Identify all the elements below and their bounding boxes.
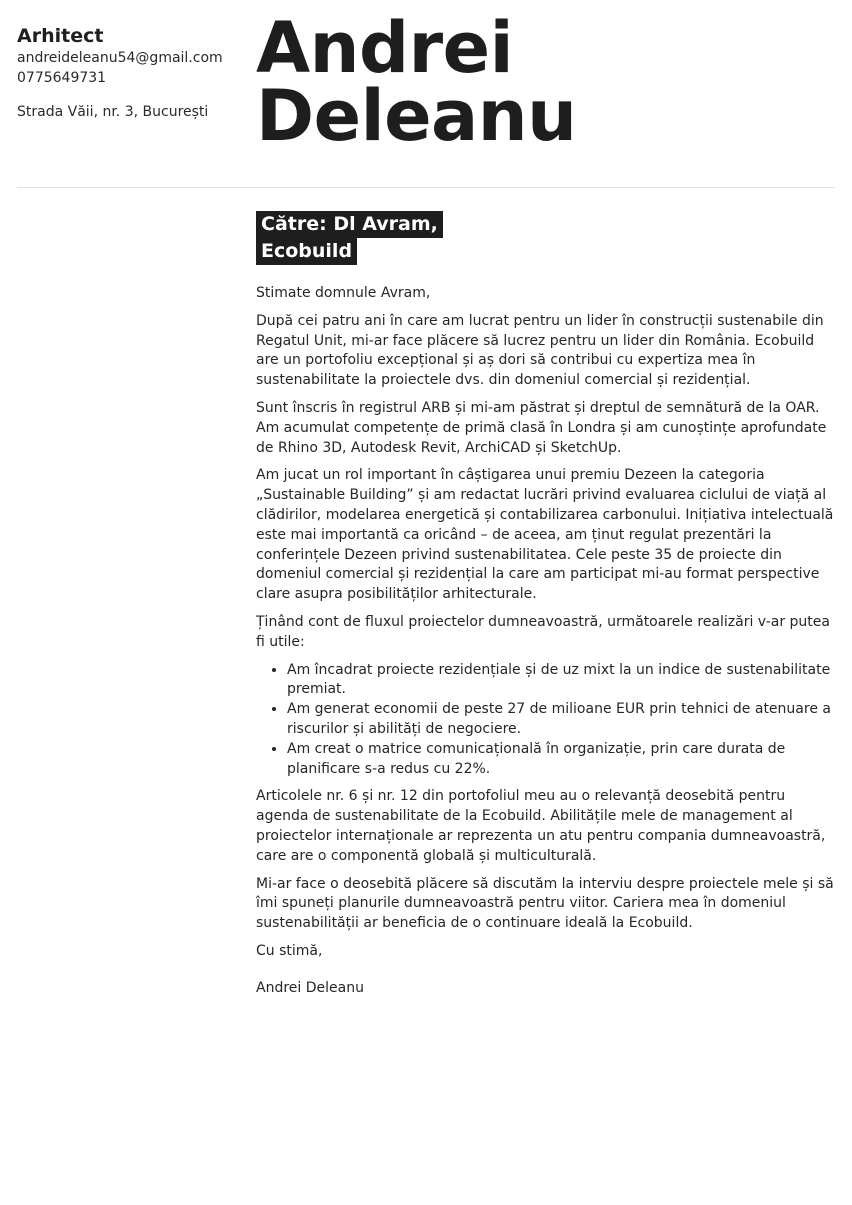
contact-spacer [17, 88, 247, 102]
first-name: Andrei [256, 7, 514, 89]
header-divider [17, 187, 835, 188]
greeting: Stimate domnule Avram, [256, 285, 431, 301]
recipient-block [256, 211, 443, 265]
signature: Andrei Deleanu [256, 979, 364, 996]
letter-body [256, 211, 838, 1007]
paragraph: După cei patru ani în care am lucrat pentru un lider în construcții sustenabile din Regatul Unit, mi-ar face plăcere să lucrez pentru un lider din România. Ecobuild are un portofoliu excepțional și aș dori să contribui cu expertiza mea în sustenabilitate la proiectele dvs. din domeniul comercial și rezidențial. [256, 312, 824, 389]
recipient-line-2: Ecobuild [256, 238, 357, 265]
achievement-item: • Am încadrat proiecte rezidențiale și de uz mixt la un indice de sustenabilitate premiat. [287, 661, 838, 701]
phone-text: 0775649731 [17, 70, 107, 86]
letter-text [256, 284, 838, 999]
job-title: Arhitect [17, 25, 104, 47]
achievement-item: • Am generat economii de peste 27 de milioane EUR prin tehnici de atenuare a riscurilor și abilități de negociere. [287, 700, 838, 740]
paragraph: Am jucat un rol important în câștigarea unui premiu Dezeen la categoria „Sustainable Building” și am redactat lucrări privind evaluarea ciclului de viață al clădirilor, modelarea energetică și contabilizarea carbonului. Inițiativa intelectuală este mai importantă ca oricând – de aceea, am ținut regulat prezentări la conferințele Dezeen privind sustenabilitatea. Cele peste 35 de proiecte din domeniul comercial și rezidențial la care am participat mi-au format perspective clare asupra posibilităților arhitecturale. [256, 467, 834, 603]
sign-off: Cu stimă, [256, 942, 323, 959]
achievement-item: • Am creat o matrice comunicațională în organizație, prin care durata de planificare s-a redus cu 22%. [287, 740, 838, 780]
paragraph: Sunt înscris în registrul ARB și mi-am păstrat și dreptul de semnătură de la OAR. Am acumulat competențe de primă clasă în Londra și am cunoștințe aprofundate de Rhino 3D, Autodesk Revit, ArchiCAD și SketchUp. [256, 399, 827, 456]
paragraph: Ținând cont de fluxul proiectelor dumneavoastră, următoarele realizări v-ar putea fi utile: [256, 613, 830, 650]
applicant-name [256, 7, 836, 157]
paragraph: Articolele nr. 6 și nr. 12 din portofoliul meu au o relevanță deosebită pentru agenda de sustenabilitate de la Ecobuild. Abilitățile mele de management al proiectelor internaționale ar reprezenta un atu pentru compania dumneavoastră, care are o componentă globală și multiculturală. [256, 788, 826, 864]
email-text: andreideleanu54@gmail.com [17, 50, 223, 66]
contact-sidebar [17, 24, 247, 122]
achievements-list [287, 661, 838, 780]
last-name: Deleanu [256, 75, 577, 157]
paragraph: Mi-ar face o deosebită plăcere să discutăm la interviu despre proiectele mele și să îmi spuneți planurile dumneavoastră pentru viitor. Cariera mea în domeniul sustenabilității ar beneficia de o continuare ideală la Ecobuild. [256, 875, 834, 932]
recipient-line-1: Către: Dl Avram, [256, 211, 443, 238]
address-text: Strada Văii, nr. 3, București [17, 104, 209, 120]
